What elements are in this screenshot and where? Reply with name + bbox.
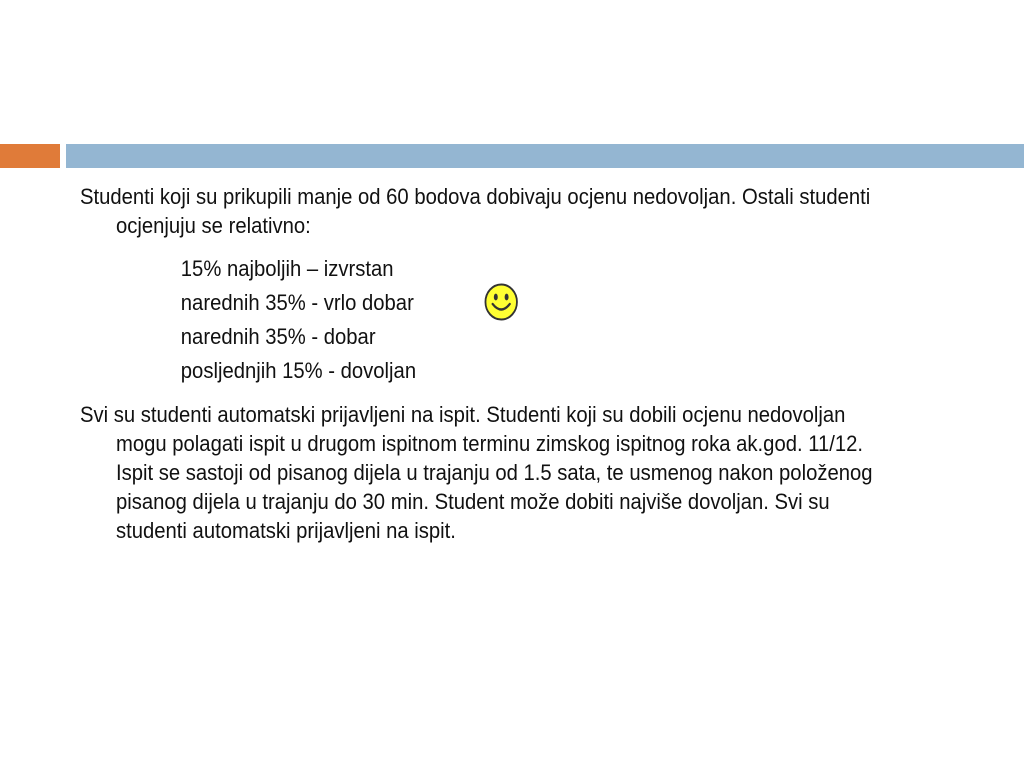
grade-item-sufficient-label: posljednjih 15% - dovoljan bbox=[180, 358, 417, 383]
grade-item-good-label: narednih 35% - dobar bbox=[180, 324, 376, 349]
slide-content bbox=[80, 182, 890, 545]
grade-item-very-good-label: narednih 35% - vrlo dobar bbox=[180, 290, 414, 315]
exam-info-text: Svi su studenti automatski prijavljeni na ispit. Studenti koji su dobili ocjenu nedovoljan mogu polagati ispit u drugom ispitnom terminu zimskog ispitnog roka ak.god. 11/12. Ispit se sastoji od pisanog dijela u trajanju od 1.5 sata, te usmenog nakon položenog pisanog dijela u trajanju do 30 min. Student može dobiti najviše dovoljan. Svi su studenti automatski prijavljeni na ispit. bbox=[80, 402, 873, 543]
grade-item-sufficient bbox=[80, 354, 890, 388]
grade-item-excellent bbox=[80, 252, 890, 286]
grading-intro-text: Studenti koji su prikupili manje od 60 bodova dobivaju ocjenu nedovoljan. Ostali studenti ocjenjuju se relativno: bbox=[80, 184, 871, 238]
grade-item-very-good bbox=[80, 286, 890, 320]
grade-item-good bbox=[80, 320, 890, 354]
smiley-face-circle bbox=[485, 285, 516, 320]
smiley-left-eye bbox=[494, 294, 498, 301]
accent-bar-right bbox=[66, 144, 1024, 168]
grade-item-excellent-label: 15% najboljih – izvrstan bbox=[180, 256, 394, 281]
smiley-face-icon bbox=[483, 282, 519, 322]
smiley-right-eye bbox=[505, 294, 509, 301]
accent-bar-left bbox=[0, 144, 60, 168]
